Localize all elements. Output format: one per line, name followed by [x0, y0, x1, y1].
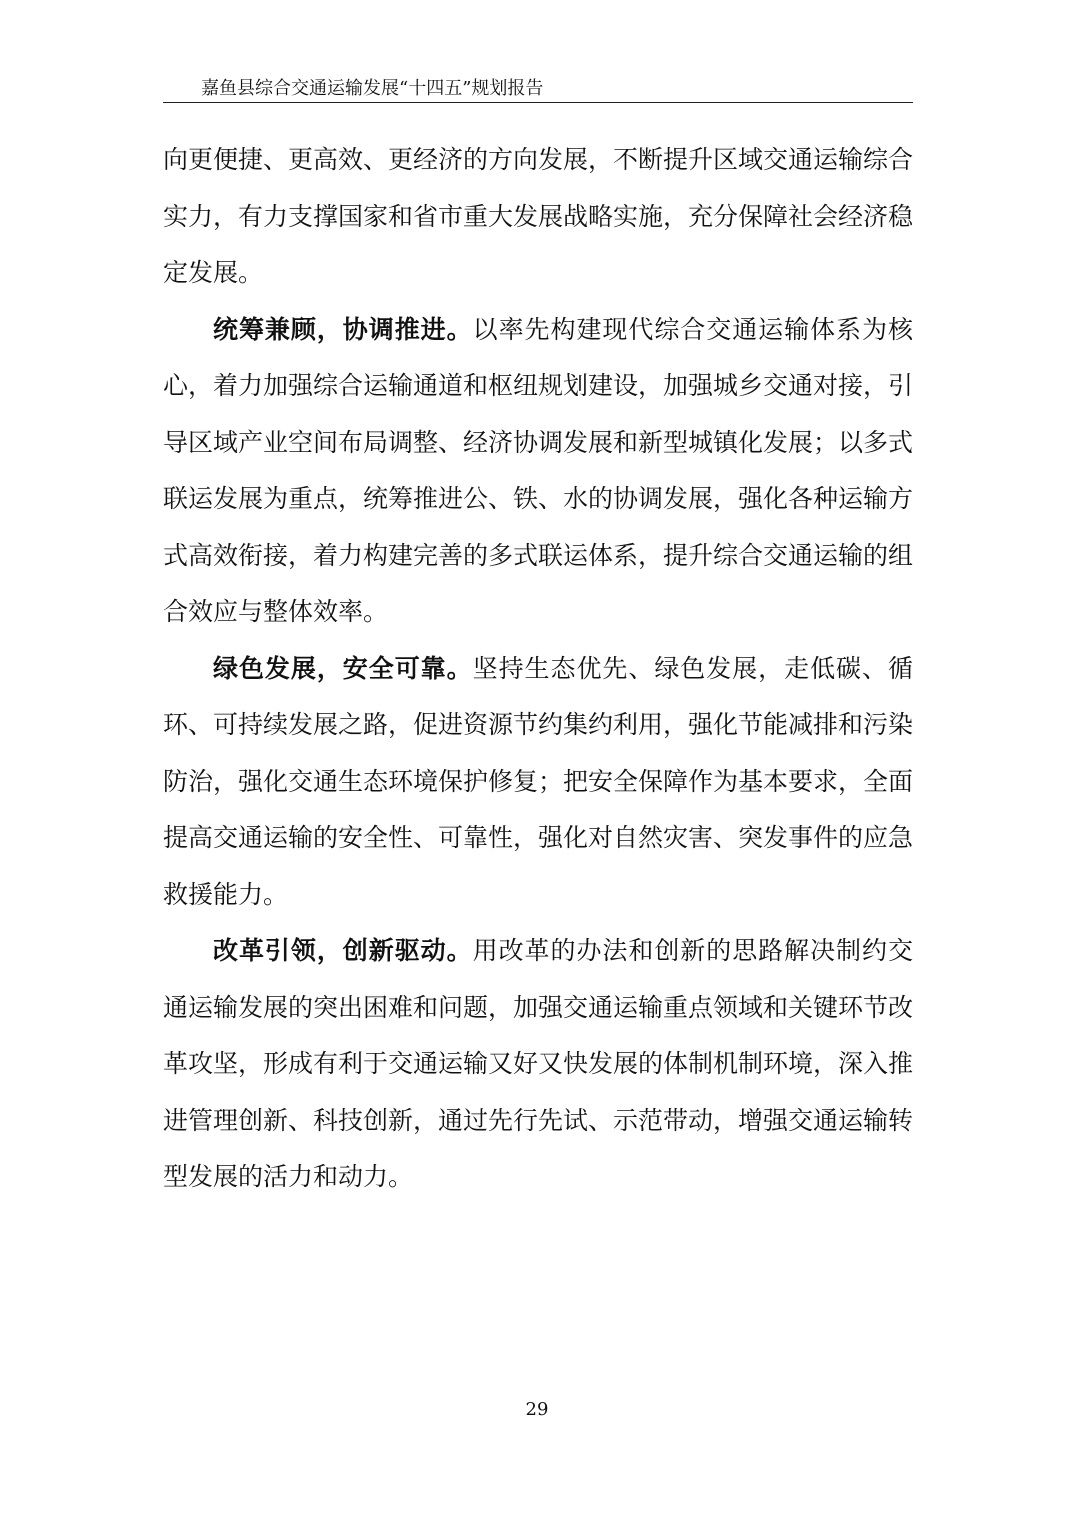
paragraph-continuation — [163, 132, 913, 302]
body-text — [163, 132, 913, 1206]
page-number: 29 — [525, 1399, 549, 1420]
paragraph-text: 坚持生态优先、绿色发展，走低碳、循环、可持续发展之路，促进资源节约集约利用，强化节能减排和污染防治，强化交通生态环境保护修复；把安全保障作为基本要求，全面提高交通运输的安全性、可靠性，强化对自然灾害、突发事件的应急救援能力。 — [163, 653, 914, 909]
paragraph-text: 以率先构建现代综合交通运输体系为核心，着力加强综合运输通道和枢纽规划建设，加强城乡交通对接，引导区域产业空间布局调整、经济协调发展和新型城镇化发展；以多式联运发展为重点，统筹推进公、铁、水的协调发展，强化各种运输方式高效衔接，着力构建完善的多式联运体系，提升综合交通运输的组合效应与整体效率。 — [163, 314, 914, 626]
paragraph-text: 向更便捷、更高效、更经济的方向发展，不断提升区域交通运输综合实力，有力支撑国家和省市重大发展战略实施，充分保障社会经济稳定发展。 — [163, 145, 914, 287]
paragraph-lead: 改革引领，创新驱动。 — [213, 936, 473, 965]
paragraph-reform-innovation — [163, 923, 913, 1206]
paragraph-lead: 统筹兼顾，协调推进。 — [213, 314, 473, 344]
page-header — [163, 78, 913, 103]
paragraph-green-safety — [163, 641, 913, 924]
paragraph-text: 用改革的办法和创新的思路解决制约交通运输发展的突出困难和问题，加强交通运输重点领域和关键环节改革攻坚，形成有利于交通运输又好又快发展的体制机制环境，深入推进管理创新、科技创新，通过先行先试、示范带动，增强交通运输转型发展的活力和动力。 — [163, 936, 914, 1191]
report-title: 嘉鱼县综合交通运输发展“十四五”规划报告 — [201, 78, 544, 99]
paragraph-coordination — [163, 302, 913, 641]
paragraph-lead: 绿色发展，安全可靠。 — [213, 653, 473, 683]
